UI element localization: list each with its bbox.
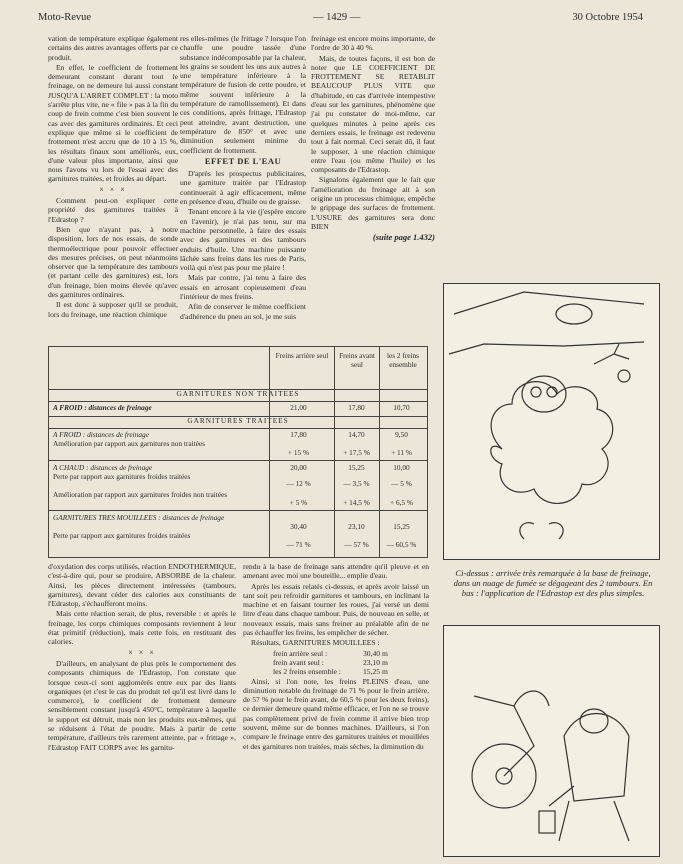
row-label: Perte par rapport aux garnitures froides traitées	[53, 531, 191, 540]
table-cell: 10,00	[393, 463, 410, 472]
table-header-row	[49, 347, 427, 390]
paragraph: Mais cette réaction serait, de plus, reversible : et après le freinage, les corps chimiques composants reviennent à leur état primitif (réduction), mais cette fois, en restituant des calories.	[48, 609, 236, 647]
table-cell: 15,25	[393, 522, 410, 531]
paragraph: Comment peut-on expliquer cette propriété des garnitures traitées à l'Edrastop ?	[48, 196, 178, 224]
results-heading: Résultats, GARNITURES MOUILLEES :	[251, 638, 380, 648]
paragraph: D'après les prospectus publicitaires, une garniture traitée par l'Edrastop continuerait à agir efficacement, même en présence d'eau, d'huile ou de graisse.	[180, 169, 306, 207]
continued-note: (suite page 1.432)	[372, 232, 435, 243]
table-cell: + 14,5 %	[343, 498, 370, 507]
paragraph: res elles-mêmes (le frittage ? lorsque l'on chauffe une poudre tassée d'une substance indécomposable par la chaleur, les grains se soudent les uns aux autres à une température inférieure à la température de fusion de cette poudre, et même souvent inférieure à la température de ramollissement). Et dans ces conditions, après frittage, l'Edrastop peut atteindre, avant destruction, une température de 850° et avec une diminution seulement minime du coefficient de frottement.	[180, 34, 306, 155]
paragraph: D'ailleurs, en analysant de plus près le comportement des composants chimiques de l'Edrastop, l'on constate que lorsque ceux-ci sont agglomérés entre eux par des liants organiques (et c'est le cas du produit tel qu'il est livré dans le commerce), le coefficient de frottement demeure sensiblement constant jusqu'à 450°C, température à laquelle le support est détruit, mais non les produits eux-mêmes, qui se réduisent à l'état de poudre. Mais à partir de cette température, d'ailleurs très rarement atteinte, par « frittage », l'Edrastop FAIT CORPS avec les garnitu-	[48, 658, 236, 752]
row-label: GARNITURES TRES MOUILLEES : distances de freinage	[53, 513, 225, 522]
table-cell: + 6,5 %	[390, 498, 413, 507]
row-label: Perte par rapport aux garnitures froides traitées	[53, 472, 191, 481]
row-label: A CHAUD : distances de freinage	[53, 463, 153, 472]
table-cell: 17,80	[290, 430, 307, 439]
table-cell: 10,70	[393, 403, 410, 412]
column-3	[311, 34, 435, 243]
column-bottom-left	[48, 562, 236, 753]
section-separator: × × ×	[99, 184, 127, 194]
result-label: frein arrière seul :	[273, 648, 328, 658]
paragraph: Ainsi, si l'on note, les freins PLEINS d'eau, une diminution notable du freinage de 71 % pour le frein arrière, de 57 % pour le frein avant, de 60,5 % pour les deux freins), ce dernier demeure quand même efficace, et l'on ne se trouve pas complètement privé de frein comme il arrive bien trop souvent, même sur de bonnes machines. D'ailleurs, si l'on compare le freinage entre des garnitures traitées et mouillées et des garnitures non traitées, mais sèches, la diminution du	[243, 676, 429, 751]
paragraph: En effet, le coefficient de frottement demeurant constant durant tout le freinage, on ne demeure lui aussi constant JUSQU'A L'ARRET COMPLET : la moto s'arrête plus vite, ne « file » pas à la fin du coup de frein comme c'est bien souvent le cas avec des garnitures ordinaires. Et ceci explique que même si le coefficient de frottement n'est accru que de 10 à 15 %, les résultats finaux sont améliorés, eux, d'une valeur plus importante, ainsi que nous l'avons vu lors de l'essai avec des garnitures traitées, et froides au départ.	[48, 62, 178, 184]
table-cell: 20,00	[290, 463, 307, 472]
paragraph: vation de température explique également certains des autres avantages offerts par ce produit.	[48, 34, 178, 62]
table-cell: 15,25	[348, 463, 365, 472]
page-header	[38, 10, 643, 26]
paragraph: Mais par contre, j'ai tenu à faire des essais en arrosant copieusement d'eau l'intérieur de mes freins.	[180, 273, 306, 302]
table-cell: 17,80	[348, 403, 365, 412]
column-2	[180, 34, 306, 322]
smoke-rider-drawing	[444, 284, 659, 559]
result-label: les 2 freins ensemble :	[273, 667, 341, 677]
result-value: 30,40 m	[363, 648, 388, 658]
table-cell: 23,10	[348, 522, 365, 531]
paragraph: Mais, de toutes façons, il est bon de noter que LE COEFFICIENT DE FROTTEMENT SE RETABLIT BEAUCOUP PLUS VITE que d'habitude, en cas d'arrivée intempestive d'eau sur les garnitures, phénomène que j'ai pu constater de moi-même, car quelques minutes à peine après ces derniers essais, le freinage est redevenu tout à fait normal. Ceci serait dû, il faut le supposer, à une réaction chimique entre l'eau (ou même l'huile) et les composants de l'Edrastop.	[311, 53, 435, 175]
paragraph: d'oxydation des corps utilisés, réaction ENDOTHERMIQUE, c'est-à-dire qui, pour se produire, ABSORBE de la chaleur. Ainsi, les pièces directement intéressées (tambours, garnitures), devant céder des calories aux constituants de l'Edrastop, s'échaufferont moins.	[48, 562, 236, 609]
table-cell: 14,70	[348, 430, 365, 439]
paragraph: Signalons également que le fait que l'amélioration du freinage ait à son origine un processus chimique, empêche le grippage des surfaces de frottement. L'USURE des garnitures sera donc BIEN	[311, 175, 435, 231]
table-section-header: GARNITURES TRAITEES	[49, 416, 427, 429]
result-value: 23,10 m	[363, 657, 388, 667]
cartoon-illustration-bottom	[443, 625, 660, 857]
column-header: Freins avant seul	[339, 351, 375, 369]
mechanic-drawing	[444, 626, 659, 856]
cartoon-illustration-top	[443, 283, 660, 560]
column-header: les 2 freins ensemble	[386, 351, 420, 369]
table-cell: 21,00	[290, 403, 307, 412]
row-label: A FROID : distances de freinage	[53, 430, 149, 439]
column-1	[48, 34, 178, 320]
paragraph: Il est donc à supposer qu'il se produit, lors du freinage, une réaction chimique	[48, 300, 178, 319]
paragraph: Bien que n'ayant pas, à notre disposition, lors de nos essais, de sonde thermoélectrique pour pouvoir effectuer des mesures précises, on peut néanmoins observer que la température des tambours (et partant celle des garnitures) est, lors d'un freinage, bien moins élevée qu'avec des garnitures ordinaires.	[48, 224, 178, 300]
result-value: 15,25 m	[363, 667, 388, 677]
table-cell: — 12 %	[286, 479, 311, 488]
magazine-name: Moto-Revue	[38, 12, 92, 23]
table-section-header: GARNITURES NON TRAITEES	[49, 390, 427, 402]
table-cell: — 5 %	[391, 479, 412, 488]
illustration-caption: Ci-dessus : arrivée très remarquée à la base de freinage, dans un nuage de fumée se dégageant des 2 tambours. En bas : l'application de l'Edrastop est des plus simples.	[453, 568, 653, 598]
paragraph: Après les essais relatés ci-dessus, et après avoir laissé un tant soit peu refroidir garnitures et tambours, en inclinant la machine et en faisant tourner les roues, j'ai versé un demi litre d'eau dans chaque tambour. Puis, de nouveau en selle, et nouveaux essais, mais sans freiner au préalable afin de ne pas échauffer les freins, les empêcher de sécher.	[243, 581, 429, 638]
paragraph: Afin de conserver le même coefficient d'adhérence du pneu au sol, je me suis	[180, 302, 306, 321]
issue-date: 30 Octobre 1954	[572, 12, 643, 23]
paragraph: freinage est encore moins importante, de l'ordre de 30 à 40 %.	[311, 34, 435, 53]
result-label: frein avant seul :	[273, 657, 324, 667]
table-cell: + 15 %	[287, 448, 310, 457]
table-cell: — 60,5 %	[386, 540, 417, 549]
table-cell: — 57 %	[344, 540, 369, 549]
row-label: A FROID : distances de freinage	[53, 403, 152, 412]
row-label: Amélioration par rapport aux garnitures non traitées	[53, 439, 205, 448]
row-label: Amélioration par rapport aux garnitures froides non traitées	[53, 490, 228, 499]
paragraph: Tenant encore à la vie (j'espère encore en l'avenir), je n'ai pas tenu, sur ma machine personnelle, à faire des essais avec des garnitures et des tambours enduits d'huile. Une machine puissante lâchée sans freins dans les rues de Paris, voilà qui n'est pas pour me plaire !	[180, 207, 306, 273]
table-cell: — 3,5 %	[343, 479, 370, 488]
page-number: — 1429 —	[313, 12, 361, 23]
table-cell: 9,50	[395, 430, 408, 439]
table-cell: + 17,5 %	[343, 448, 370, 457]
table-cell: — 71 %	[286, 540, 311, 549]
section-heading: EFFET DE L'EAU	[204, 155, 282, 166]
table-cell: + 5 %	[289, 498, 308, 507]
column-header: Freins arrière seul	[275, 351, 329, 360]
table-cell: 30,40	[290, 522, 307, 531]
column-bottom-middle	[243, 562, 429, 752]
paragraph: rendu à la base de freinage sans attendre qu'il pleuve et en amenant avec moi une bouteille... emplie d'eau.	[243, 562, 429, 581]
table-cell: + 11 %	[391, 448, 412, 457]
section-separator: × × ×	[128, 647, 156, 657]
braking-results-table	[48, 346, 428, 558]
